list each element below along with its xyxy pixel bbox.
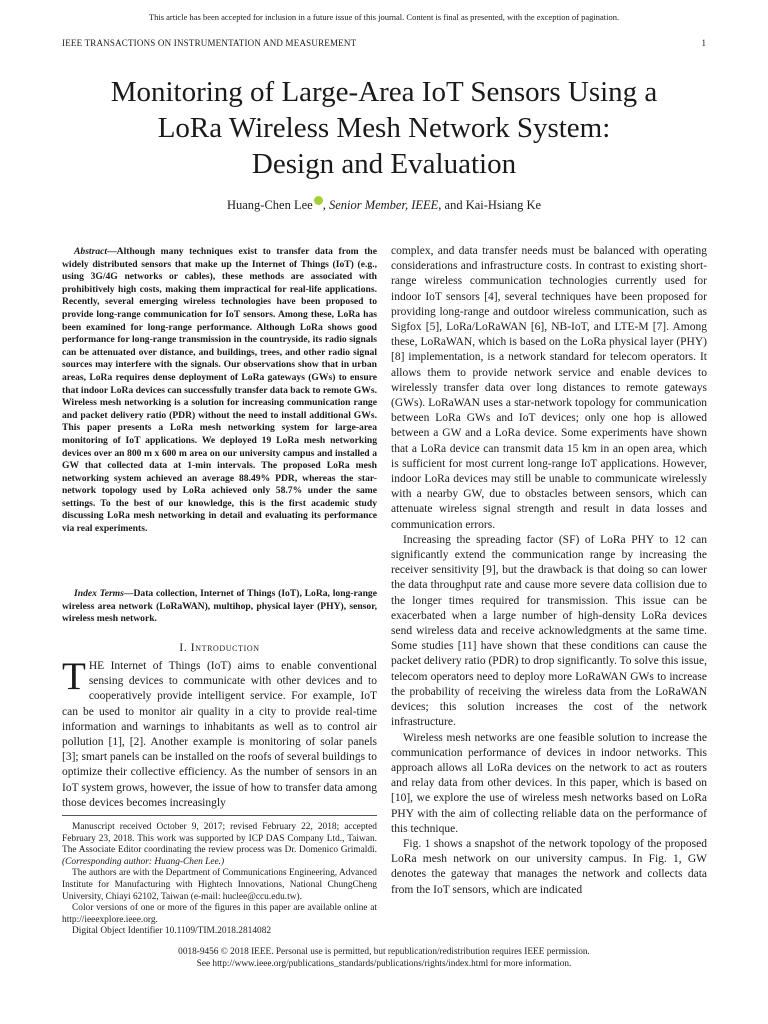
title-line: Monitoring of Large-Area IoT Sensors Using a xyxy=(110,76,658,108)
section-heading xyxy=(62,642,377,654)
footnote-color: Color versions of one or more of the figures in this paper are available online at http://ieeexplore.ieee.org. xyxy=(62,903,377,925)
footnote-doi: Digital Object Identifier 10.1109/TIM.2018.2814082 xyxy=(72,926,272,937)
title-line: Design and Evaluation xyxy=(251,148,517,180)
index-terms: Index Terms—Data collection, Internet of Things (IoT), LoRa, long-range wireless area network (LoRaWAN), multihop, physical layer (PHY), sensor, wireless mesh network. xyxy=(62,588,377,625)
copyright-line: See http://www.ieee.org/publications_standards/publications/rights/index.html for more information. xyxy=(196,959,572,969)
abstract-text: Although many techniques exist to transfer data from the widely distributed sensors that make up the Internet of Things (IoT) (e.g., using 3G/4G networks or cables), these methods are associated with prohibitively high costs, making them impractical for real-life applications. Recently, several emerging wireless technologies have been proposed to provide long-range communication for IoT sensors. Among these, LoRa has been examined for long-range performance. Although LoRa shows good performance for long-range transmission in the countryside, its radio signals can be attenuated over distance, and buildings, trees, and other radio signal sources may interfere with the signals. Our observations show that in urban areas, LoRa requires dense deployment of LoRa gateways (GWs) to ensure that indoor LoRa devices can successfully transfer data back to remote GWs. Wireless mesh networking is a solution for increasing communication range and packet delivery ratio (PDR) without the need to install additional GWs. This paper presents a LoRa mesh networking system for large-area monitoring of IoT applications. We deployed 19 LoRa mesh networking devices over an 800 m x 600 m area on our university campus and installed a GW that collected data at 1-min intervals. The proposed LoRa mesh networking system achieved an average 88.49% PDR, whereas the star-network topology used by LoRa achieved only 58.7% under the same settings. To the best of our knowledge, this is the first academic study discussing LoRa mesh networking in detail and evaluating its performance via real experiments. xyxy=(62,246,377,535)
body-paragraph: Wireless mesh networks are one feasible solution to increase the communication performance of devices in indoor networks. This approach allows all LoRa devices on the network to act as routers and relay data from other devices. In this paper, which is based on [10], we explore the use of wireless mesh networks based on LoRa PHY with the aim of collecting reliable data on the performance of this technique. xyxy=(391,731,707,835)
index-terms-text: Data collection, Internet of Things (IoT), LoRa, long-range wireless area network (LoRaWAN), multihop, physical layer (PHY), sensor, wireless mesh network. xyxy=(62,588,377,625)
footnote-received: Manuscript received October 9, 2017; revised February 22, 2018; accepted February 23, 2018. This work was supported by ICP DAS Company Ltd., Taiwan. The Associate Editor coordinating the review process was Dr. Domenico Grimaldi. xyxy=(62,822,377,856)
section-title: Introduction xyxy=(190,642,260,654)
orcid-icon[interactable] xyxy=(314,196,323,205)
coauthor-text: , and Kai-Hsiang Ke xyxy=(438,198,542,212)
page-number: 1 xyxy=(701,38,706,48)
drop-cap: T xyxy=(62,655,86,698)
journal-name: IEEE TRANSACTIONS ON INSTRUMENTATION AND MEASUREMENT xyxy=(62,38,357,48)
paper-title xyxy=(62,74,706,182)
section-number: I. xyxy=(179,642,188,654)
footnote-affiliation: The authors are with the Department of Communications Engineering, Advanced Institute for Manufacturing with Hightech Innovations, National ChungCheng University, Chiayi 62102, Taiwan (e-mail: huclee@ccu.edu.tw). xyxy=(62,868,377,902)
intro-paragraph xyxy=(62,655,377,811)
author-role: Senior Member, IEEE xyxy=(328,198,439,212)
footnote-corresponding: (Corresponding author: Huang-Chen Lee.) xyxy=(62,856,225,867)
right-column xyxy=(391,244,707,898)
author-line: Huang-Chen Lee , Senior Member, IEEE, and Kai-Hsiang Ke xyxy=(226,198,542,212)
copyright-notice xyxy=(62,946,706,970)
abstract: Abstract—Although many techniques exist to transfer data from the widely distributed sensors that make up the Internet of Things (IoT) (e.g., using 3G/4G networks or cables), these methods are associated with prohibitively high costs, making them impractical for real-life applications. Recently, several emerging wireless technologies have been proposed to provide long-range communication for IoT sensors. Among these, LoRa has been examined for long-range performance. Although LoRa shows good performance for long-range transmission in the countryside, its radio signals can be attenuated over distance, and buildings, trees, and other radio signal sources may interfere with the signals. Our observations show that in urban areas, LoRa requires dense deployment of LoRa gateways (GWs) to ensure that indoor LoRa devices can successfully transfer data back to remote GWs. Wireless mesh networking is a solution for increasing communication range and packet delivery ratio (PDR) without the need to install additional GWs. This paper presents a LoRa mesh networking system for large-area monitoring of IoT applications. We deployed 19 LoRa mesh networking devices over an 800 m x 600 m area on our university campus and installed a GW that collected data at 1-min intervals. The proposed LoRa mesh networking system achieved an average 88.49% PDR, whereas the star-network topology used by LoRa achieved only 58.7% under the same settings. To the best of our knowledge, this is the first academic study discussing LoRa mesh networking in detail and evaluating its performance via real experiments. xyxy=(62,246,377,535)
abstract-label: Abstract xyxy=(74,246,108,257)
index-terms-label: Index Terms xyxy=(74,588,124,599)
copyright-line: 0018-9456 © 2018 IEEE. Personal use is permitted, but republication/redistribution requires IEEE permission. xyxy=(178,947,590,957)
acceptance-notice: This article has been accepted for inclusion in a future issue of this journal. Content is final as presented, with the exception of pagination. xyxy=(148,12,620,22)
body-paragraph: complex, and data transfer needs must be balanced with operating considerations and infrastructure costs. In contrast to existing short-range wireless communication technologies currently used for indoor IoT sensors [4], several techniques have been proposed for providing long-range and outdoor wireless communication, such as Sigfox [5], LoRa/LoRaWAN [6], NB-IoT, and LTE-M [7]. Among these, LoRaWAN, which is based on the LoRa physical layer (PHY) [8] implementation, is a network standard for telecom operators. It allows them to provide network service and enable devices to wirelessly transfer data over long distances to remote gateways (GWs). LoRaWAN uses a star-network topology for communication between LoRa GWs and IoT devices; only one hop is allowed between a GW and a LoRa device. Some experiments have shown that a LoRa device can transmit data 15 km in an open area, which is sufficient for most current long-range IoT applications. However, indoor LoRa devices may still be unable to communicate wirelessly with a nearby GW, due to obstacles between sensors, which can attenuate wireless signal strength and result in data losses and communication errors. xyxy=(391,245,707,531)
intro-text: HE Internet of Things (IoT) aims to enable conventional sensing devices to communicate with other devices and to cooperatively provide intelligent service. For example, IoT can be used to monitor air quality in a city to provide real-time information and warnings to inhabitants as well as to control air pollution [1], [2]. Another example is monitoring of solar panels [3]; smart panels can be installed on the roofs of several buildings to optimize their collective efficiency. As the number of sensors in an IoT system grows, however, the issue of how to transfer data among those devices becomes increasingly xyxy=(62,660,377,809)
title-line: LoRa Wireless Mesh Network System: xyxy=(157,112,611,144)
body-paragraph: Increasing the spreading factor (SF) of LoRa PHY to 12 can significantly extend the communication range by increasing the receiver sensitivity [9], but the drawback is that doing so can lower the data throughput rate and cause more severe data collision due to the longer times required for transmission. This issue can be exacerbated when a large number of high-density LoRa devices send wireless data and receive acknowledgments at the same time. Some studies [11] have shown that these conditions can cause the packet delivery ratio (PDR) to drop significantly. To solve this issue, telecom operators need to deploy more LoRaWAN GWs to increase the probability of receiving the wireless data from the LoRaWAN devices; this solution increases the cost of the network infrastructure. xyxy=(391,533,707,729)
footnotes xyxy=(62,822,377,938)
body-paragraph: Fig. 1 shows a snapshot of the network topology of the proposed LoRa mesh network on our university campus. In Fig. 1, GW denotes the gateway that manages the network and collects data from the IoT sensors, which are indicated xyxy=(391,837,707,896)
author-name: Huang-Chen Lee xyxy=(226,198,313,212)
footnote-rule xyxy=(62,815,377,816)
